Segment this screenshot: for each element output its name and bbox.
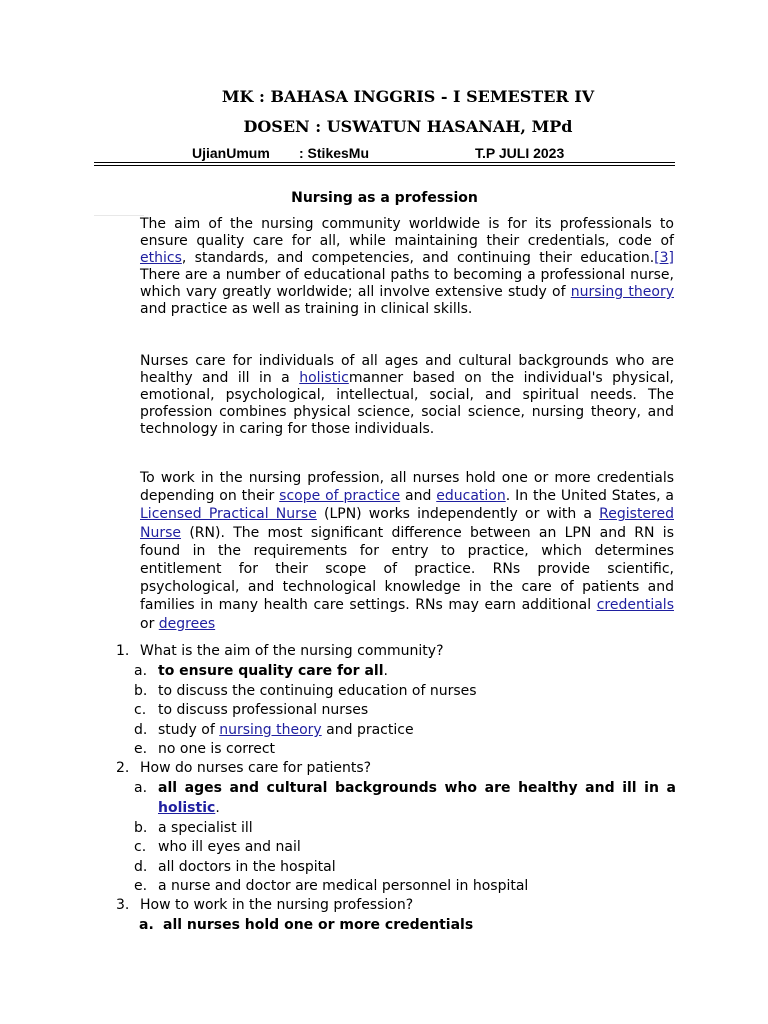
lecturer-title: DOSEN : USWATUN HASANAH, MPd [243,117,573,136]
q3-option-a[interactable]: a. all nurses hold one or more credentials [139,917,474,933]
school-name: : StikesMu [299,145,370,161]
question-2: 2. How do nurses care for patients? [116,760,372,776]
q2-option-e[interactable]: e. a nurse and doctor are medical personnel in hospital [134,878,529,894]
paragraph-2: Nurses care for individuals of all ages and cultural backgrounds who are healthy and ill in a holisticmanner based on the individual's physical, emotional, psychological, intellectual, social, and spiritual needs. The profession combines physical science, social science, nursing theory, and technology in caring for those individuals. [140,353,675,437]
paragraph-1: The aim of the nursing community worldwide is for its professionals to ensure quality care for all, while maintaining their credentials, code of ethics, standards, and competencies, and continuing their education.[3] There are a number of educational paths to becoming a professional nurse, which vary greatly worldwide; all involve extensive study of nursing theory and practice as well as training in clinical skills. [140,216,674,317]
q1-option-e[interactable]: e. no one is correct [134,741,276,757]
link-reference-3[interactable]: [3] [654,250,674,266]
link-nursing-theory[interactable]: nursing theory [570,284,674,300]
q1-option-d[interactable]: d. study of nursing theory and practice [134,722,414,738]
paragraph-3: To work in the nursing profession, all nurses hold one or more credentials depending on their scope of practice and education. In the United States, a Licensed Practical Nurse (LPN) works independently or with a Registered Nurse (RN). The most significant difference between an LPN and RN is found in the requirements for entry to practice, which determines entitlement for their scope of practice. RNs provide scientific, psychological, and technological knowledge in the care of patients and families in many health care settings. RNs may earn additional credentials or degrees [140,470,674,632]
link-holistic[interactable]: holistic [299,370,349,386]
link-registered-nurse[interactable]: Registered Nurse [140,506,674,541]
q2-option-a[interactable]: a. all ages and cultural backgrounds who are healthy and ill in a holistic. [134,780,676,816]
q2-option-d[interactable]: d. all doctors in the hospital [134,859,336,875]
link-holistic-q2[interactable]: holistic [158,799,216,816]
divider [94,215,144,216]
q2-option-c[interactable]: c. who ill eyes and nail [134,839,301,855]
link-scope-of-practice[interactable]: scope of practice [279,488,401,505]
header-rule-top [94,162,675,163]
link-degrees[interactable]: degrees [158,615,216,632]
exam-type: UjianUmum [192,145,270,161]
exam-period: T.P JULI 2023 [475,145,565,161]
q1-option-a[interactable]: a. to ensure quality care for all. [134,663,388,679]
q1-option-c[interactable]: c. to discuss professional nurses [134,702,369,718]
link-ethics[interactable]: ethics [140,250,182,266]
course-title: MK : BAHASA INGGRIS - I SEMESTER IV [221,87,595,106]
link-credentials[interactable]: credentials [596,597,674,614]
q2-option-b[interactable]: b. a specialist ill [134,820,253,836]
link-education[interactable]: education [436,488,506,505]
link-licensed-practical-nurse[interactable]: Licensed Practical Nurse [140,506,317,523]
link-nursing-theory-q1[interactable]: nursing theory [219,722,322,738]
passage-title: Nursing as a profession [291,190,478,206]
header-rule-bottom [94,165,675,166]
q1-option-b[interactable]: b. to discuss the continuing education of nurses [134,683,477,699]
question-1: 1. What is the aim of the nursing community? [116,643,444,659]
question-3: 3. How to work in the nursing profession? [116,897,414,913]
